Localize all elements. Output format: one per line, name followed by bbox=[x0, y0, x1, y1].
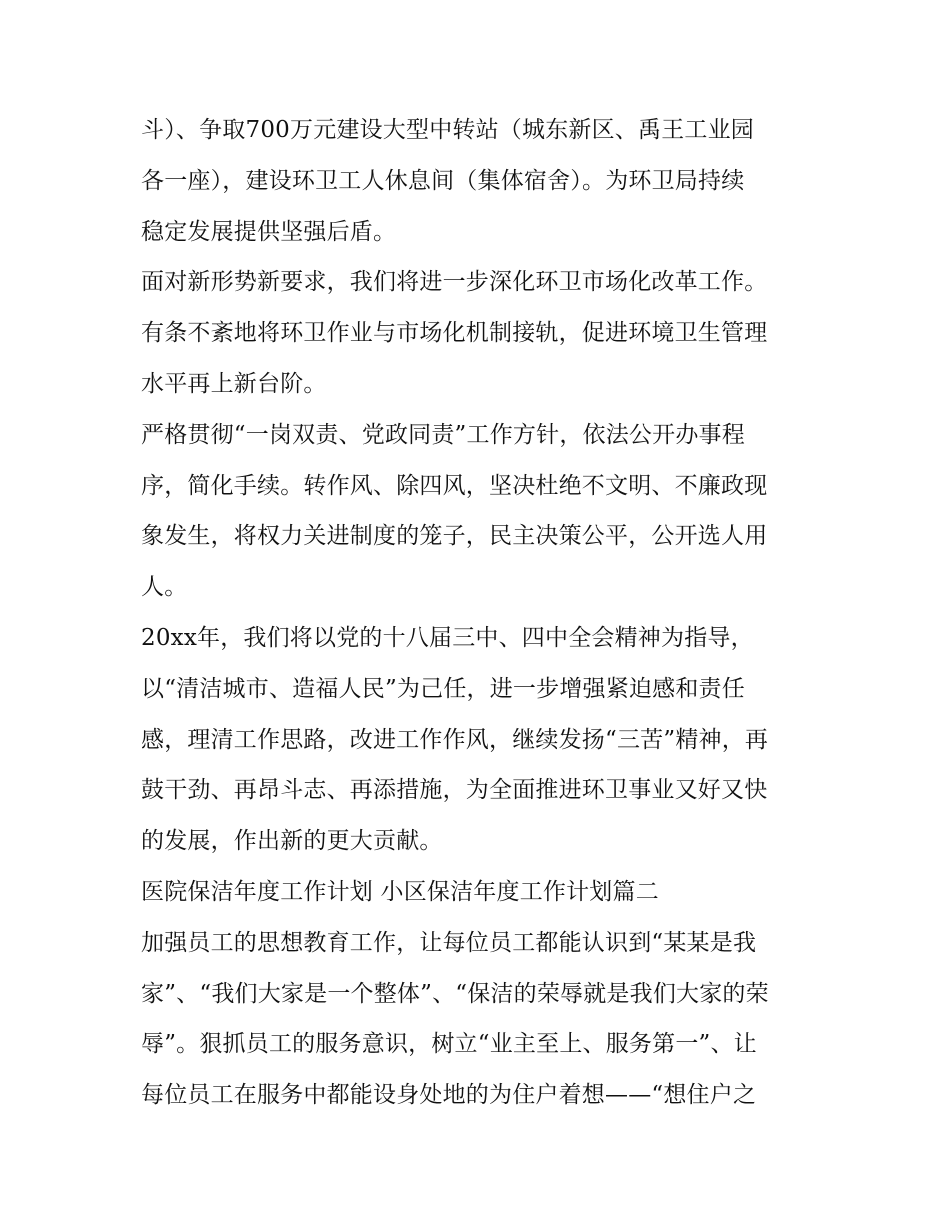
text-line: 辱”。狠抓员工的服务意识，树立“业主至上、服务第一”、让 bbox=[141, 1031, 757, 1058]
text-line: 人。 bbox=[141, 574, 188, 601]
section-heading bbox=[141, 867, 821, 918]
text-line: 感，理清工作思路，改进工作作风，继续发扬“三苦”精神，再 bbox=[141, 726, 769, 753]
text-line: 各一座），建设环卫工人休息间（集体宿舍）。为环卫局持续 bbox=[141, 167, 745, 194]
text-line: 的发展，作出新的更大贡献。 bbox=[141, 828, 443, 855]
text-line: 加强员工的思想教育工作，让每位员工都能认识到“某某是我 bbox=[141, 929, 757, 956]
text-line: 家”、“我们大家是一个整体”、“保洁的荣辱就是我们大家的荣 bbox=[141, 980, 769, 1007]
document-body bbox=[141, 105, 821, 1121]
text-line: 每位员工在服务中都能设身处地的为住户着想——“想住户之 bbox=[141, 1082, 757, 1109]
text-line: 有条不紊地将环卫作业与市场化机制接轨，促进环境卫生管理 bbox=[141, 320, 768, 347]
text-line: 以“清洁城市、造福人民”为己任，进一步增强紧迫感和责任 bbox=[141, 675, 745, 702]
paragraph-staff-education bbox=[141, 918, 821, 1121]
paragraph-market-reform bbox=[141, 257, 821, 409]
text-line: 20xx年，我们将以党的十八届三中、四中全会精神为指导， bbox=[141, 624, 754, 651]
text-line: 象发生，将权力关进制度的笼子，民主决策公平，公开选人用 bbox=[141, 523, 768, 550]
text-line: 序，简化手续。转作风、除四风，坚决杜绝不文明、不廉政现 bbox=[141, 472, 768, 499]
text-line: 面对新形势新要求，我们将进一步深化环卫市场化改革工作。 bbox=[141, 269, 768, 296]
heading-line: 医院保洁年度工作计划 小区保洁年度工作计划篇二 bbox=[141, 878, 659, 905]
text-line: 斗）、争取700万元建设大型中转站（城东新区、禹王工业园 bbox=[141, 117, 754, 143]
text-line: 鼓干劲、再昂斗志、再添措施，为全面推进环卫事业又好又快 bbox=[141, 777, 768, 804]
paragraph-annual-goals bbox=[141, 613, 821, 867]
text-line: 稳定发展提供坚强后盾。 bbox=[141, 218, 397, 245]
text-line: 严格贯彻“一岗双责、党政同责”工作方针，依法公开办事程 bbox=[141, 421, 745, 448]
paragraph-discipline bbox=[141, 410, 821, 613]
paragraph-facility-funding bbox=[141, 105, 821, 257]
text-line: 水平再上新台阶。 bbox=[141, 370, 327, 397]
